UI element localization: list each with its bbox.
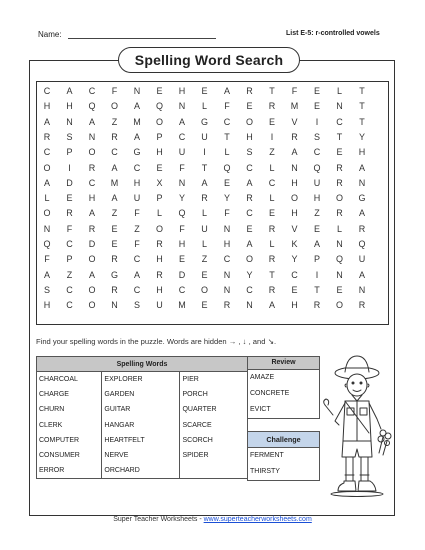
grid-letter[interactable]: O [88,284,96,295]
grid-letter[interactable]: R [246,86,253,96]
grid-letter[interactable]: I [270,131,274,142]
grid-letter[interactable]: P [156,193,163,204]
grid-letter[interactable]: C [291,269,298,280]
grid-letter[interactable]: R [88,162,96,173]
grid-letter[interactable]: S [43,284,50,295]
word-cell: QUARTER [180,402,248,417]
grid-letter[interactable]: O [335,193,343,204]
grid-letter[interactable]: E [268,208,275,219]
grid-letter[interactable]: M [290,101,299,112]
grid-letter[interactable]: Q [313,162,321,173]
grid-letter[interactable]: N [336,269,343,280]
grid-letter[interactable]: N [336,101,343,112]
grid-letter[interactable]: E [313,101,320,112]
grid-letter[interactable]: L [269,193,275,204]
grid-letter[interactable]: C [43,147,51,158]
grid-letter[interactable]: E [178,254,185,265]
grid-letter[interactable]: H [178,86,186,96]
grid-letter[interactable]: K [291,239,298,249]
grid-letter[interactable]: U [313,177,321,188]
grid-letter[interactable]: E [111,223,118,234]
spelling-words-table [36,356,248,479]
grid-letter[interactable]: Q [43,239,51,249]
grid-letter[interactable]: U [178,147,186,158]
grid-letter[interactable]: I [68,162,71,173]
word-cell: SCORCH [180,433,248,448]
grid-letter[interactable]: O [290,193,298,204]
grid-letter[interactable]: O [155,223,163,234]
table-row [37,402,248,417]
word-cell: HANGAR [102,418,180,433]
grid-letter[interactable]: C [66,239,73,249]
grid-letter[interactable]: E [223,177,230,188]
grid-letter[interactable]: Z [111,116,118,127]
grid-letter[interactable]: U [358,254,366,265]
grid-letter[interactable]: C [133,284,141,295]
grid-letter[interactable]: Q [223,162,231,173]
grid-letter[interactable]: D [178,269,186,280]
grid-letter[interactable]: A [133,101,140,112]
grid-letter[interactable]: O [110,101,118,112]
word-cell: EXPLORER [102,372,180,388]
grid-letter[interactable]: O [88,300,96,311]
word-cell: HEARTFELT [102,433,180,448]
grid-letter[interactable]: R [268,223,276,234]
grid-letter[interactable]: C [313,147,321,158]
grid-letter[interactable]: H [223,239,231,249]
grid-letter[interactable]: V [291,223,298,234]
grid-letter[interactable]: H [43,300,51,311]
grid-letter[interactable]: O [43,208,51,219]
grid-letter[interactable]: C [66,284,73,295]
grid-letter[interactable]: Y [358,131,365,142]
footer-text: Super Teacher Worksheets - [113,516,204,523]
grid-letter[interactable]: R [246,193,253,204]
grid-letter[interactable]: H [43,101,51,112]
grid-letter[interactable]: E [336,147,343,158]
grid-letter[interactable]: E [201,86,208,96]
grid-letter[interactable]: T [269,269,275,280]
word-cell: CHARCOAL [37,372,102,388]
grid-letter[interactable]: Q [88,101,96,112]
word-cell [180,463,248,479]
grid-letter[interactable]: L [224,147,230,158]
table-row [37,372,248,388]
grid-letter[interactable]: R [358,223,366,234]
grid-letter[interactable]: A [66,86,73,96]
grid-letter[interactable]: N [43,223,51,234]
grid-letter[interactable]: A [291,147,298,158]
grid-letter[interactable]: A [313,239,320,249]
grid-letter[interactable]: Y [246,269,253,280]
grid-letter[interactable]: D [88,239,96,249]
grid-letter[interactable]: C [88,86,96,96]
grid-letter[interactable]: U [201,131,208,142]
grid-letter[interactable]: R [223,300,231,311]
grid-letter[interactable]: R [88,223,96,234]
word-search-grid [36,81,389,325]
grid-letter[interactable]: R [201,193,208,204]
grid-letter[interactable]: Z [66,269,73,280]
grid-letter[interactable]: Y [178,193,185,204]
word-cell: PIER [180,372,248,388]
grid-letter[interactable]: O [88,254,96,265]
grid-letter[interactable]: C [246,162,253,173]
grid-letter[interactable]: O [200,284,208,295]
grid-letter[interactable]: R [336,162,343,173]
grid-letter[interactable]: P [156,131,163,142]
grid-letter[interactable]: S [246,147,253,158]
grid-letter[interactable]: A [201,177,208,188]
grid-letter[interactable]: P [66,147,73,158]
grid-letter[interactable]: Z [314,208,320,219]
grid-letter[interactable]: Q [335,254,343,265]
grid-letter[interactable]: A [43,177,50,188]
review-box [247,356,320,419]
grid-letter[interactable]: C [246,208,253,219]
grid-letter[interactable]: A [88,116,95,127]
grid-letter[interactable]: Q [155,101,163,112]
word-cell: CONSUMER [37,448,102,463]
grid-letter[interactable]: E [336,284,343,295]
grid-letter[interactable]: L [336,223,342,234]
table-row [37,387,248,402]
word-cell: COMPUTER [37,433,102,448]
grid-letter[interactable]: E [268,116,275,127]
grid-letter[interactable]: U [133,193,141,204]
grid-letter[interactable]: N [358,284,366,295]
page-title: Spelling Word Search [118,47,300,73]
table-row [37,448,248,463]
grid-letter[interactable]: L [156,208,162,219]
grid-letter[interactable]: A [43,116,50,127]
grid-letter[interactable]: O [335,300,343,311]
grid-letter[interactable]: P [66,254,73,265]
grid-letter[interactable]: A [268,300,275,311]
grid-letter[interactable]: C [88,177,96,188]
word-cell: CHURN [37,402,102,417]
review-word: EVICT [250,406,271,413]
name-label: Name: [38,30,62,39]
grid-letter[interactable]: C [111,147,118,158]
grid-letter[interactable]: F [134,208,140,219]
table-row [37,463,248,479]
grid-letter[interactable]: A [111,193,118,204]
grid-letter[interactable]: C [223,116,231,127]
explorer-illustration [323,353,398,513]
instructions: Find your spelling words in the puzzle. Words are hidden → , ↓ , and ↘. [36,337,277,346]
grid-letter[interactable]: H [291,300,298,311]
grid-letter[interactable]: R [156,239,163,249]
grid-letter[interactable]: U [156,300,163,311]
grid-letter[interactable]: C [133,162,141,173]
grid-letter[interactable]: F [291,86,298,96]
grid-letter[interactable]: O [245,254,253,265]
grid-letter[interactable]: A [223,86,230,96]
grid-letter[interactable]: R [111,254,118,265]
challenge-header: Challenge [248,432,319,448]
grid-letter[interactable]: A [178,116,185,127]
grid-letter[interactable]: A [246,177,253,188]
grid-letter[interactable]: H [291,177,298,188]
grid-letter[interactable]: C [43,86,51,96]
word-cell: CHARGE [37,387,102,402]
grid-letter[interactable]: M [110,177,119,188]
grid-letter[interactable]: V [291,116,298,127]
grid-letter[interactable]: F [224,208,230,219]
grid-letter[interactable]: E [313,86,320,96]
grid-letter[interactable]: R [336,208,343,219]
grid-letter[interactable]: X [156,177,163,188]
grid-letter[interactable]: Z [269,147,275,158]
grid-letter[interactable]: A [88,208,95,219]
grid-letter[interactable]: F [44,254,50,265]
grid-letter[interactable]: I [203,147,206,158]
grid-letter[interactable]: Y [223,193,230,204]
grid-letter[interactable]: C [268,177,276,188]
grid-letter[interactable]: G [200,116,208,127]
grid-letter[interactable]: H [178,239,186,249]
grid-letter[interactable]: T [314,284,320,295]
grid-letter[interactable]: R [336,177,343,188]
grid-letter[interactable]: Z [134,223,140,234]
grid-letter[interactable]: O [43,162,51,173]
grid-letter[interactable]: F [66,223,73,234]
grid-letter[interactable]: C [246,284,253,295]
grid-letter[interactable]: A [111,162,118,173]
grid-letter[interactable]: R [66,208,73,219]
grid-letter[interactable]: L [269,239,275,249]
grid-letter[interactable]: N [133,86,141,96]
challenge-box [247,431,320,481]
table-row [37,433,248,448]
challenge-word: FERMENT [250,452,284,459]
grid-letter[interactable]: Z [201,254,208,265]
grid-letter[interactable]: I [315,116,319,127]
word-cell: GUITAR [102,402,180,417]
grid-letter[interactable]: N [178,177,186,188]
grid-letter[interactable]: T [359,116,365,127]
grid-letter[interactable]: R [358,300,366,311]
grid-letter[interactable]: L [201,101,207,112]
grid-letter[interactable]: I [315,269,319,280]
grid-letter[interactable]: F [111,86,118,96]
grid-letter[interactable]: T [269,86,275,96]
footer [0,516,425,523]
footer-link[interactable]: www.superteacherworksheets.com [203,516,312,523]
grid-letter[interactable]: C [66,300,73,311]
review-header: Review [248,357,319,370]
grid-letter[interactable]: R [268,284,276,295]
grid-letter[interactable]: E [66,193,73,204]
grid-letter[interactable]: H [133,177,141,188]
grid-letter[interactable]: T [224,131,230,142]
grid-letter[interactable]: N [66,116,73,127]
grid-letter[interactable]: G [358,193,366,204]
grid-letter[interactable]: R [111,131,118,142]
grid-letter[interactable]: F [224,101,230,112]
grid-letter[interactable]: M [178,300,186,311]
grid-letter[interactable]: L [201,239,207,249]
grid-letter[interactable]: S [66,131,73,142]
grid-letter[interactable]: L [201,208,207,219]
grid-letter[interactable]: A [246,239,253,249]
grid-letter[interactable]: A [133,269,140,280]
grid-letter[interactable]: G [110,269,118,280]
grid-letter[interactable]: S [313,131,320,142]
grid-letter[interactable]: A [358,208,365,219]
grid-letter[interactable]: R [111,284,118,295]
grid-letter[interactable]: N [223,284,231,295]
grid-letter[interactable]: T [336,131,343,142]
grid-letter[interactable]: H [291,208,298,219]
grid-letter[interactable]: H [156,254,163,265]
grid-letter[interactable]: N [291,162,298,173]
word-cell: PORCH [180,387,248,402]
grid-letter[interactable]: M [133,116,141,127]
grid-letter[interactable]: R [313,300,321,311]
grid-letter[interactable]: N [223,269,231,280]
grid-letter[interactable]: L [44,193,50,204]
review-word: CONCRETE [250,390,290,397]
grid-letter[interactable]: Q [178,208,186,219]
grid-letter[interactable]: C [133,254,141,265]
spelling-words-header: Spelling Words [37,357,248,372]
grid-letter[interactable]: N [111,300,118,311]
grid-letter[interactable]: R [156,269,163,280]
table-row [37,418,248,433]
grid-letter[interactable]: E [201,300,208,311]
grid-letter[interactable]: N [358,177,366,188]
word-cell: SCARCE [180,418,248,433]
word-cell: GARDEN [102,387,180,402]
grid-letter[interactable]: A [358,162,365,173]
grid-letter[interactable]: F [179,162,185,173]
grid-letter[interactable]: H [66,101,73,112]
grid-letter[interactable]: T [359,86,365,96]
grid-letter[interactable]: L [269,162,275,173]
grid-letter[interactable]: F [179,223,185,234]
grid-letter[interactable]: N [223,223,231,234]
grid-letter[interactable]: E [246,101,253,112]
grid-letter[interactable]: E [156,162,163,173]
grid-letter[interactable]: N [178,101,186,112]
grid-letter[interactable]: C [178,131,186,142]
grid-letter[interactable]: E [201,269,208,280]
word-cell: ERROR [37,463,102,479]
grid-letter[interactable]: A [133,131,140,142]
word-cell: ORCHARD [102,463,180,479]
grid-letter[interactable]: F [134,239,140,249]
grid-letter[interactable]: E [156,86,163,96]
grid-letter[interactable]: L [336,86,342,96]
grid-letter[interactable]: H [246,131,253,142]
grid-letter[interactable]: A [43,269,50,280]
grid-letter[interactable]: H [88,193,96,204]
grid-letter[interactable]: R [268,254,276,265]
grid-letter[interactable]: E [111,239,118,249]
grid-letter[interactable]: U [201,223,208,234]
grid-letter[interactable]: P [313,254,320,265]
grid-letter[interactable]: A [88,269,95,280]
challenge-word: THIRSTY [250,468,280,475]
grid-letter[interactable]: H [156,284,163,295]
grid-letter[interactable]: Q [358,239,366,249]
grid-letter[interactable]: N [246,300,253,311]
grid-letter[interactable]: R [43,131,51,142]
grid-letter[interactable]: R [268,101,276,112]
grid-letter[interactable]: O [245,116,253,127]
grid-letter[interactable]: T [201,162,208,173]
grid-letter[interactable]: Z [111,208,118,219]
grid-letter[interactable]: H [156,147,163,158]
grid-letter[interactable]: N [336,239,343,249]
list-label: List E-5: r-controlled vowels [286,30,380,37]
grid-letter[interactable]: D [66,177,73,188]
grid-letter[interactable]: S [133,300,140,311]
grid-letter[interactable]: E [291,284,298,295]
grid-letter[interactable]: G [133,147,141,158]
grid-letter[interactable]: E [313,223,320,234]
grid-letter[interactable]: E [246,223,253,234]
grid-letter[interactable]: A [358,269,365,280]
grid-letter[interactable]: C [336,116,343,127]
grid-letter[interactable]: H [358,147,366,158]
word-cell: CLERK [37,418,102,433]
grid-letter[interactable]: C [178,284,186,295]
name-line[interactable] [68,38,216,39]
grid-letter[interactable]: R [291,131,298,142]
review-word: AMAZE [250,374,275,381]
grid-letter[interactable]: O [88,147,96,158]
grid-letter[interactable]: O [155,116,163,127]
word-cell: SPIDER [180,448,248,463]
grid-letter[interactable]: Y [291,254,298,265]
grid-letter[interactable]: N [88,131,96,142]
grid-letter[interactable]: H [313,193,321,204]
grid-letter[interactable]: T [359,101,365,112]
word-cell: NERVE [102,448,180,463]
grid-letter[interactable]: C [223,254,231,265]
